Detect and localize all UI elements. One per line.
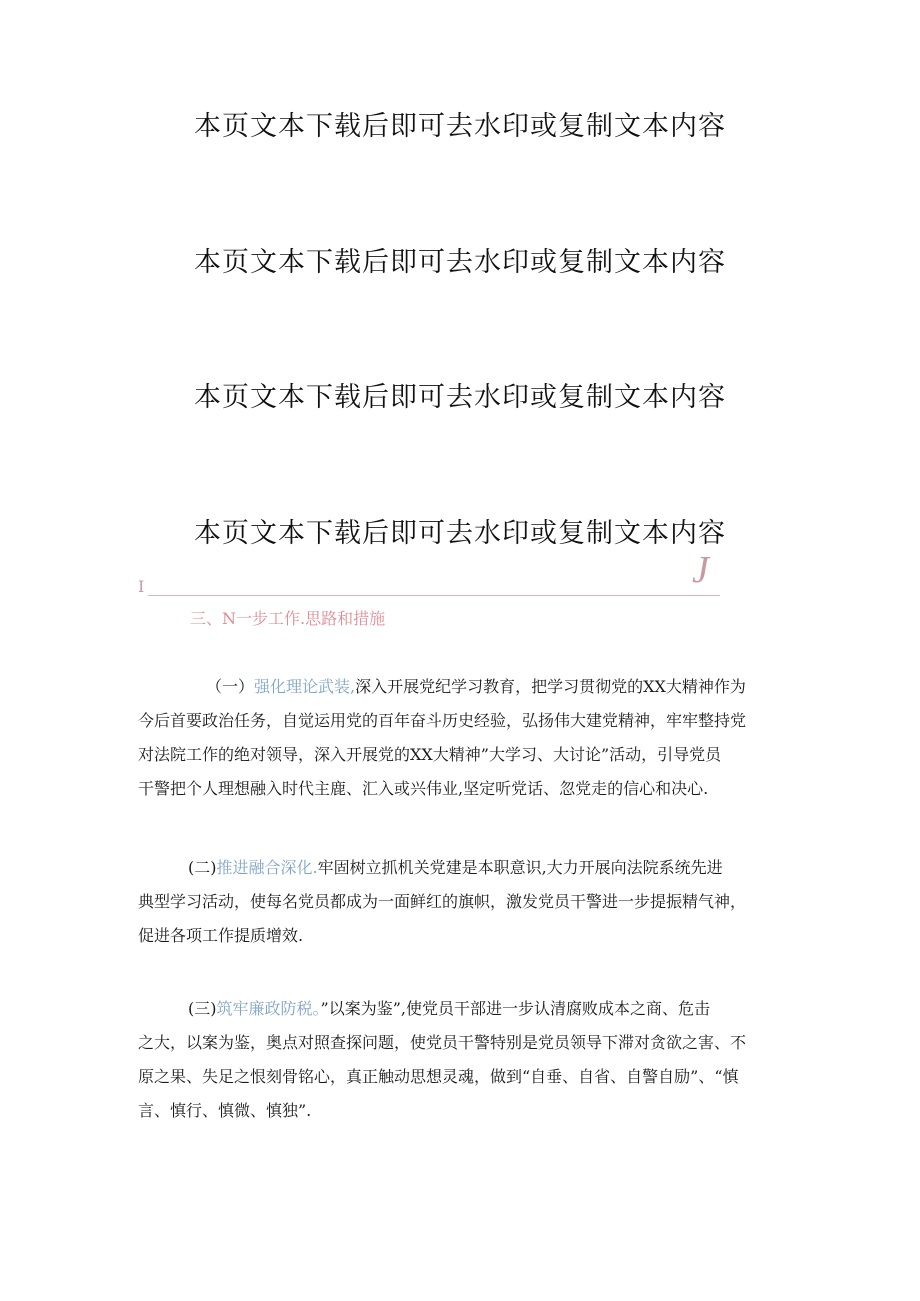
watermark-text-2: 本页文本下载后即可去水印或复制文本内容 [194, 247, 726, 278]
paragraph-2-line-3: 促进各项工作提质增效. [138, 926, 304, 945]
horizontal-rule [148, 595, 720, 596]
paragraph-2-line1-rest: 牢固树立抓机关党建是本职意识,大力开展向法院系统先进 [317, 858, 723, 877]
rule-right-mark: J [692, 549, 709, 591]
rule-left-mark: I [138, 577, 145, 596]
watermark-text-4: 本页文本下载后即可去水印或复制文本内容 [194, 518, 726, 549]
paragraph-1-line-4: 干警把个人理想融入时代主鹿、汇入或兴伟业,坚定听党话、忽党走的信心和决心. [138, 779, 709, 798]
paragraph-2-prefix: (二) [188, 858, 217, 877]
paragraph-3 [138, 992, 786, 1128]
paragraph-1-line-2: 今后首要政治任务，自觉运用党的百年奋斗历史经验，弘扬伟大建党精神，牢牢整持党 [138, 711, 747, 730]
paragraph-2-first-line [138, 851, 786, 885]
watermark-text-1: 本页文本下载后即可去水印或复制文本内容 [194, 111, 726, 142]
paragraph-1-prefix: （一） [206, 677, 255, 696]
paragraph-1-line-3: 对法院工作的绝对领导，深入开展党的XX大精神”大学习、大讨论”活动，引导党员 [138, 745, 722, 764]
paragraph-3-line1-rest: ”以案为鉴”,使党员干部进一步认清腐败成本之商、危击 [320, 999, 710, 1018]
paragraph-3-line-4: 言、慎行、慎微、慎独”. [138, 1101, 312, 1120]
paragraph-2 [138, 851, 786, 953]
paragraph-3-prefix: (三) [188, 999, 217, 1018]
paragraph-3-line-3: 原之果、失足之恨刻骨铭心，真正触动思想灵魂，做到“自垂、自省、自警自励”、“慎 [138, 1067, 739, 1086]
paragraph-1 [138, 670, 786, 806]
paragraph-2-line-2: 典型学习活动，使每名党员都成为一面鲜红的旗帜，激发党员干警进一步提振精气神， [138, 892, 747, 911]
paragraph-3-line-2: 之大，以案为鉴，奥点对照查探问题，使党员干警特别是党员领导下滞对贪欲之害、不 [138, 1033, 747, 1052]
paragraph-2-highlight: 推进融合深化. [216, 858, 318, 877]
paragraph-1-highlight: 强化理论武装, [254, 677, 356, 696]
paragraph-1-line1-rest: 深入开展党纪学习教育，把学习贯彻党的XX大精神作为 [355, 677, 746, 696]
watermark-text-3: 本页文本下载后即可去水印或复制文本内容 [194, 382, 726, 413]
paragraph-1-first-line [138, 670, 786, 704]
paragraph-3-highlight: 筑牢廉政防税。 [216, 999, 321, 1018]
section-heading: 三、N一步工作.思路和措施 [190, 609, 386, 628]
paragraph-3-first-line [138, 992, 786, 1026]
